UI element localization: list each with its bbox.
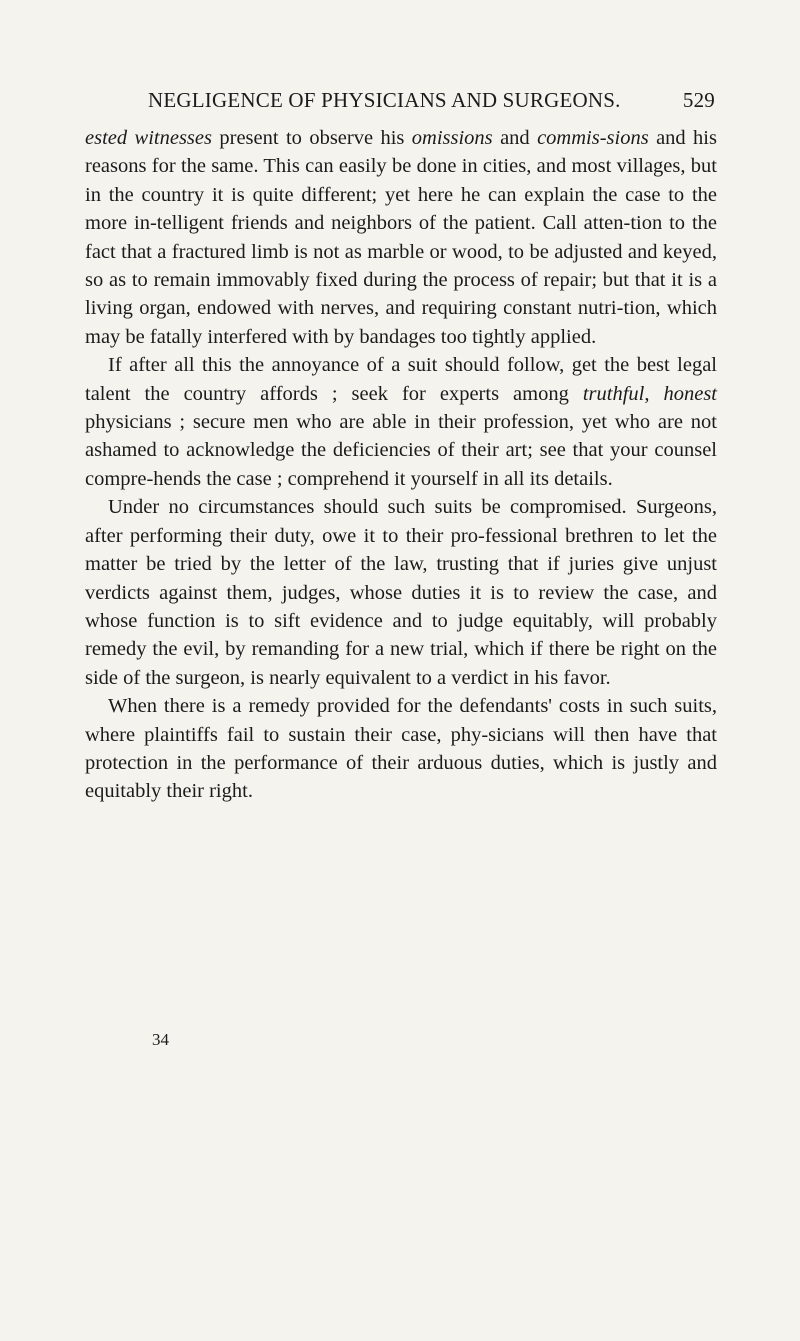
- paragraph-2-seg-0: If after all this the annoyance of a suit should follow, get the best legal talent the country affords ; seek for experts among: [85, 354, 717, 405]
- paragraph-2-seg-2: ,: [644, 382, 664, 405]
- paragraph-4-seg-0: When there is a remedy provided for the defendants' costs in such suits, where plaintiffs fail to sustain their case, phy-sicians will then have that protection in the performance of their arduous duties, which is justly and equitably their right.: [85, 695, 717, 803]
- paragraph-1-seg-4: and: [492, 127, 538, 149]
- paragraph-1-seg-5: commis-sions: [537, 127, 649, 149]
- paragraph-1: [85, 124, 717, 351]
- running-head-title: NEGLIGENCE OF PHYSICIANS AND SURGEONS.: [148, 88, 621, 112]
- paragraph-2-seg-1: truthful: [582, 382, 645, 405]
- paragraph-1-seg-2: present to observe his: [211, 127, 412, 149]
- signature-mark: 34: [152, 1030, 169, 1049]
- body-text: [85, 124, 717, 806]
- paragraph-1-seg-1: witnesses: [134, 127, 212, 149]
- paragraph-2-seg-3: honest: [663, 382, 718, 405]
- paragraph-2: [85, 351, 717, 493]
- running-head: [148, 88, 715, 114]
- paragraph-1-seg-0: ested: [85, 127, 135, 149]
- paragraph-2-seg-4: physicians ; secure men who are able in their profession, yet who are not ashamed to acknowledge the deficiencies of their art; see that your counsel compre-hends the case ; comprehend it yourself in all its details.: [85, 411, 717, 490]
- paragraph-1-seg-3: omissions: [411, 127, 493, 149]
- page-number: 529: [682, 88, 715, 112]
- paragraph-3: [85, 493, 717, 692]
- paragraph-3-seg-0: Under no circumstances should such suits be compromised. Surgeons, after performing their duty, owe it to their pro-fessional brethren to let the matter be tried by the letter of the law, trusting that if juries give unjust verdicts against them, judges, whose duties it is to review the case, and whose function is to sift evidence and to judge equitably, will probably remedy the evil, by remanding for a new trial, which if there be right on the side of the surgeon, is nearly equivalent to a verdict in his favor.: [85, 496, 717, 689]
- paragraph-1-seg-6: and his reasons for the same. This can easily be done in cities, and most villages, but in the country it is quite different; yet here he can explain the case to the more in-telligent friends and neighbors of the patient. Call atten-tion to the fact that a fractured limb is not as marble or wood, to be adjusted and keyed, so as to remain immovably fixed during the process of repair; but that it is a living organ, endowed with nerves, and requiring constant nutri-tion, which may be fatally interfered with by bandages too tightly applied.: [85, 127, 717, 348]
- paragraph-4: [85, 692, 717, 806]
